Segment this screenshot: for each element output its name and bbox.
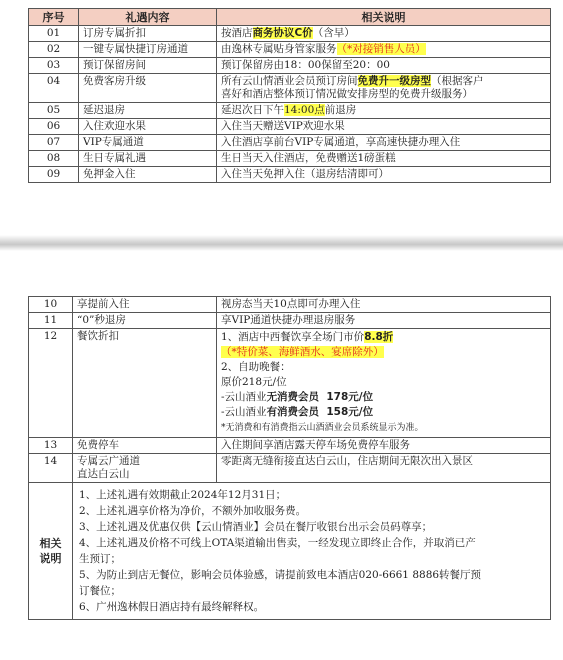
row-desc xyxy=(217,42,551,58)
row-desc: 视房态当天10点即可办理入住 xyxy=(217,297,551,313)
note-line: 2、上述礼遇享价格为净价，不额外加收服务费。 xyxy=(79,505,307,517)
row-no: 05 xyxy=(29,103,79,119)
discount-highlight: 8.8折 xyxy=(364,331,394,343)
note-line: 订餐位； xyxy=(79,585,121,597)
page-separator xyxy=(0,235,563,251)
row-desc: 生日当天入住酒店，免费赠送1磅蛋糕 xyxy=(217,151,551,167)
row-no: 12 xyxy=(29,329,73,438)
notes-label-line: 说明 xyxy=(39,552,62,565)
desc-highlight: 商务协议C价 xyxy=(252,27,313,39)
row-item: 免费客房升级 xyxy=(79,74,217,103)
row-item: 一键专属快捷订房通道 xyxy=(79,42,217,58)
desc-text: （含早） xyxy=(312,27,355,39)
row-no: 07 xyxy=(29,135,79,151)
table-row xyxy=(29,119,551,135)
row-item: 订房专属折扣 xyxy=(79,26,217,42)
row-no: 14 xyxy=(29,454,73,483)
note-line: 6、广州逸林假日酒店持有最终解释权。 xyxy=(79,601,265,613)
row-desc xyxy=(217,26,551,42)
note-line: 生预订； xyxy=(79,553,121,565)
row-desc xyxy=(217,74,551,103)
header-desc: 相关说明 xyxy=(217,9,551,26)
table-row xyxy=(29,438,551,454)
notes-row xyxy=(29,483,551,620)
table-row xyxy=(29,74,551,103)
row-desc: 零距离无缝衔接直达白云山，住店期间无限次出入景区 xyxy=(217,454,551,483)
row-item: “0”秒退房 xyxy=(73,313,217,329)
header-item: 礼遇内容 xyxy=(79,9,217,26)
table-row xyxy=(29,329,551,438)
table-row xyxy=(29,151,551,167)
row-no: 02 xyxy=(29,42,79,58)
item-text: 直达白云山 xyxy=(77,468,130,480)
table-row xyxy=(29,297,551,313)
member-price: 178元/位 xyxy=(319,391,374,403)
row-no: 10 xyxy=(29,297,73,313)
desc-text: 按酒店 xyxy=(221,27,253,39)
row-desc xyxy=(217,329,551,438)
row-item: 餐饮折扣 xyxy=(73,329,217,438)
note-line: 4、上述礼遇及价格不可线上OTA渠道输出售卖，一经发现立即终止合作，并取消已产 xyxy=(79,537,476,549)
row-desc: 享VIP通道快捷办理退房服务 xyxy=(217,313,551,329)
note-line: 1、上述礼遇有效期截止2024年12月31日； xyxy=(79,489,287,501)
row-item: 延迟退房 xyxy=(79,103,217,119)
benefits-table-top xyxy=(28,8,551,183)
row-item: 预订保留房间 xyxy=(79,58,217,74)
notes-label xyxy=(29,483,73,620)
table-row xyxy=(29,454,551,483)
desc-text: 2、自助晚餐： xyxy=(221,361,291,373)
member-price: 158元/位 xyxy=(319,406,374,418)
row-no: 13 xyxy=(29,438,73,454)
table-row xyxy=(29,135,551,151)
table-row xyxy=(29,58,551,74)
table-row xyxy=(29,26,551,42)
table-row xyxy=(29,313,551,329)
table-row xyxy=(29,103,551,119)
table-row xyxy=(29,167,551,183)
row-desc: 入住当天赠送VIP欢迎水果 xyxy=(217,119,551,135)
desc-text: 所有云山情酒业会员预订房间 xyxy=(221,75,358,87)
desc-text: 前退房 xyxy=(324,104,357,116)
row-no: 08 xyxy=(29,151,79,167)
row-item: 生日专属礼遇 xyxy=(79,151,217,167)
header-no: 序号 xyxy=(29,9,79,26)
note-line: 3、上述礼遇及优惠仅供【云山情酒业】会员在餐厅收银台出示会员码尊享； xyxy=(79,521,433,533)
top-page xyxy=(0,0,563,235)
bottom-page xyxy=(0,251,563,660)
row-item: VIP专属通道 xyxy=(79,135,217,151)
row-no: 01 xyxy=(29,26,79,42)
row-desc: 预订保留房由18：00保留至20：00 xyxy=(217,58,551,74)
desc-highlight: （*对接销售人员） xyxy=(336,43,426,55)
member-type: 无消费会员 xyxy=(266,391,320,403)
row-no: 09 xyxy=(29,167,79,183)
row-item: 入住欢迎水果 xyxy=(79,119,217,135)
benefits-table-bottom xyxy=(28,296,551,620)
footnote: *无消费和有消费指云山酒酒业会员系统显示为准。 xyxy=(221,423,424,433)
row-desc: 入住期间享酒店露天停车场免费停车服务 xyxy=(217,438,551,454)
desc-text: 喜好和酒店整体预订情况做安排房型的免费升级服务） xyxy=(221,88,473,100)
exclusion-note: （*特价菜、海鲜酒水、宴席除外） xyxy=(221,346,384,358)
table-row xyxy=(29,42,551,58)
member-type: 有消费会员 xyxy=(266,406,320,418)
row-desc: 入住酒店享前台VIP专属通道，享高速快捷办理入住 xyxy=(217,135,551,151)
desc-text: 延迟次日下午 xyxy=(221,104,284,116)
row-item xyxy=(73,454,217,483)
desc-text: 原价218元/位 xyxy=(221,376,287,388)
notes-label-line: 相关 xyxy=(39,537,62,550)
row-no: 03 xyxy=(29,58,79,74)
row-item: 免费停车 xyxy=(73,438,217,454)
notes-content xyxy=(73,483,551,620)
table-header-row xyxy=(29,9,551,26)
desc-text: -云山酒业 xyxy=(221,406,267,418)
desc-text: -云山酒业 xyxy=(221,391,267,403)
row-item: 免押金入住 xyxy=(79,167,217,183)
item-text: 专属云广通道 xyxy=(77,455,140,467)
desc-highlight: 免费升一级房型 xyxy=(357,75,431,87)
desc-text: 由逸林专属贴身管家服务 xyxy=(221,43,337,55)
row-no: 11 xyxy=(29,313,73,329)
row-item: 享提前入住 xyxy=(73,297,217,313)
desc-text: （根据客户 xyxy=(431,75,484,87)
row-desc: 入住当天免押入住（退房结清即可） xyxy=(217,167,551,183)
note-line: 5、为防止到店无餐位，影响会员体验感，请提前致电本酒店020-6661 8886转餐厅预 xyxy=(79,569,482,581)
row-no: 06 xyxy=(29,119,79,135)
desc-text: 1、酒店中西餐饮享全场门市价 xyxy=(221,331,365,343)
row-no: 04 xyxy=(29,74,79,103)
row-desc xyxy=(217,103,551,119)
desc-highlight: 14:00点 xyxy=(284,104,325,116)
